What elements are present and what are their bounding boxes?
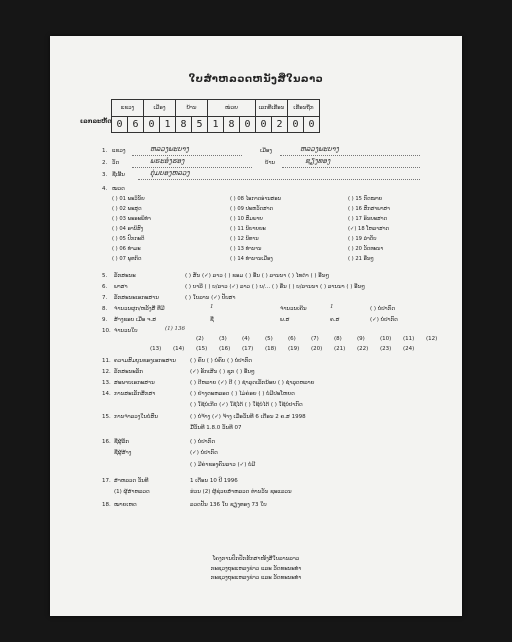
title-label: ຊື່ເອີ້ນ xyxy=(112,172,125,178)
row-mid: ພ.ສ xyxy=(280,317,290,323)
category-option[interactable]: ( ) 13 ທຳນານ xyxy=(230,246,262,252)
district-value: ຫລວງພະບາງ xyxy=(300,145,339,153)
row-number: 7. xyxy=(102,295,108,301)
field-3-number: 3. xyxy=(102,172,108,178)
condition-label: ໝາຍເຫດ xyxy=(114,502,137,508)
province-label: ແຂວງ xyxy=(112,148,126,154)
category-option[interactable]: ( ) 06 ທຳມະ xyxy=(112,246,141,252)
leaf-count-cell: (16) xyxy=(219,346,231,352)
leaf-count-cell: (12) xyxy=(426,336,438,342)
category-option[interactable]: ( ) 09 ປະຫວັດສາດ xyxy=(230,206,274,212)
row-label: ຈຳນວນໃບ xyxy=(114,328,138,334)
condition-label: ລັກສະນະລັກ xyxy=(114,369,143,375)
code-digit: 0 xyxy=(256,117,272,133)
province-value: ຫລວງພະບາງ xyxy=(150,145,189,153)
category-option[interactable]: ( ) 21 ອື່ນໆ xyxy=(348,256,374,262)
condition-number: 14. xyxy=(102,391,111,397)
row-value: (1) 136 xyxy=(165,326,186,332)
leaf-count-cell: (23) xyxy=(380,346,392,352)
code-digit: 8 xyxy=(176,117,192,133)
leaf-count-cell: (9) xyxy=(357,336,365,342)
grid-header-unit: ໜ່ວຍ xyxy=(208,100,256,117)
code-digit: 5 xyxy=(192,117,208,133)
row-label: ຈຳນວນເຄີນ xyxy=(280,306,307,312)
leaf-count-cell: (21) xyxy=(334,346,346,352)
category-option[interactable]: ( ) 11 ນິຍາຍຍະ xyxy=(230,226,266,232)
leaf-count-cell: (4) xyxy=(242,336,250,342)
row-number: 6. xyxy=(102,284,108,290)
condition-options[interactable]: ( ) ຢ່າງຕະຫລອດ ( ) ໄມ່ຄ່ອຍ ( ) ບໍ່ມີປະໂຫຍດ xyxy=(190,391,295,397)
row-options[interactable]: ( ) ສັນ (✓) ລາວ ( ) ຂອມ ( ) ອື່ນ ( ) ລານນາ ( ) ໄທດຳ ( ) ອື່ນໆ xyxy=(185,273,330,279)
condition-label: ຊື່ຜູ້ລຶກ xyxy=(114,439,130,445)
category-option[interactable]: ( ) 17 ອິນຍະສາດ xyxy=(348,216,388,222)
row-number: 9. xyxy=(102,317,108,323)
leaf-count-cell: (14) xyxy=(173,346,185,352)
village-value: ຊຽງທອງ xyxy=(305,157,331,165)
title-value: ຕຸ່ມບອງຫລວງ xyxy=(150,169,190,177)
condition-number: 13. xyxy=(102,380,111,386)
code-digit: 2 xyxy=(272,117,288,133)
temple-label: ວັດ xyxy=(112,160,120,166)
condition-options[interactable]: ລວດປັນ 136 ໃບ ຊຽງທອງ 73 ໃບ xyxy=(190,502,267,508)
condition-options[interactable]: ( ) ດີຫລາຍ (✓) ດີ ( ) ຊຳລຸດເລັກນ້ອຍ ( ) ຊຳລຸດຫລາຍ xyxy=(190,380,315,386)
code-digit: 0 xyxy=(112,117,128,133)
survey-form-sheet xyxy=(50,36,462,616)
temple-value: ພຣະອໍງຮອງ xyxy=(150,157,185,165)
code-grid xyxy=(111,99,320,133)
category-option[interactable]: (✓) 18 ໂຫລາສາດ xyxy=(348,226,390,232)
category-option[interactable]: ( ) 04 ອານິສົງ xyxy=(112,226,144,232)
code-digit: 8 xyxy=(224,117,240,133)
category-option[interactable]: ( ) 10 ສົມພາຍ xyxy=(230,216,263,222)
condition-number: 18. xyxy=(102,502,111,508)
category-option[interactable]: ( ) 05 ປົກກະຕິ xyxy=(112,236,145,242)
row-tail[interactable]: (✓) ບໍ່ປາກົດ xyxy=(370,317,398,323)
condition-options[interactable]: ຮ່ວນ (2) ຜູ້ຊ່ວຍສຳຫລວດ ທ່ານວັນ ຊະແລວນ xyxy=(190,489,292,495)
code-digit: 0 xyxy=(144,117,160,133)
leaf-count-cell: (13) xyxy=(150,346,162,352)
grid-header-house: ເລກທີ່ເຮືອນ xyxy=(256,100,288,117)
condition-label: ການຈຳລວງໃນບໍ່ສົນ xyxy=(114,414,158,420)
category-option[interactable]: ( ) 20 ວັດທະນາ xyxy=(348,246,384,252)
code-digit: 1 xyxy=(160,117,176,133)
grid-header-province: ແຂວງ xyxy=(112,100,144,117)
form-title: ໃບສຳຫລວດຫນັງສືໃນລາວ xyxy=(188,74,324,85)
category-option[interactable]: ( ) 19 ລຳດັບ xyxy=(348,236,377,242)
row-label: ພາສາ xyxy=(114,284,128,290)
field-4-number: 4. xyxy=(102,186,108,192)
footer-line-3: ກະຊວງຖະແຫລງຂ່າວ ແລະ ວັດທະນະທຳ xyxy=(210,575,302,581)
leaf-count-cell: (24) xyxy=(403,346,415,352)
village-label: ບ້ານ xyxy=(265,160,276,166)
category-option[interactable]: ( ) 01 ພະວິນັຍ xyxy=(112,196,145,202)
condition-number: 12. xyxy=(102,369,111,375)
leaf-count-cell: (8) xyxy=(334,336,342,342)
row-number: 5. xyxy=(102,273,108,279)
field-2-number: 2. xyxy=(102,160,108,166)
leaf-count-cell: (2) xyxy=(196,336,204,342)
field-1-number: 1. xyxy=(102,148,108,154)
leaf-count-cell: (18) xyxy=(265,346,277,352)
condition-options[interactable]: ( ) ມີຄ່າຂອງຄົນລາວ (✓) ບໍ່ມີ xyxy=(190,462,256,468)
row-tail[interactable]: ( ) ບໍ່ປາກົດ xyxy=(370,306,395,312)
condition-number: 11. xyxy=(102,358,111,364)
row-label: ລັກສະນະເອກະສານ xyxy=(114,295,159,301)
category-option[interactable]: ( ) 16 ສົກສາພາສາ xyxy=(348,206,390,212)
condition-label: ຄວາມສົມບູນຂອງເອກະສານ xyxy=(114,358,176,364)
category-option[interactable]: ( ) 03 ພະອະພິທຳ xyxy=(112,216,151,222)
leaf-count-cell: (6) xyxy=(288,336,296,342)
condition-label: ການສະເລັກສຶກສາ xyxy=(114,391,156,397)
condition-options[interactable]: ( ) ໃຊ້ບໍ່ເກີດ (✓) ໃຊ້ໄດ້ ( ) ໃຊ້ບໍ່ໄດ້ ( ) ໃຊ້ບໍ່ປາກົດ xyxy=(190,402,303,408)
condition-label: ສະພາບເອກະສານ xyxy=(114,380,155,386)
leaf-count-cell: (5) xyxy=(265,336,273,342)
row-options[interactable]: ( ) ໃບລານ (✓) ປັບສາ xyxy=(185,295,236,301)
category-option[interactable]: ( ) 15 ກົດໝາຍ xyxy=(348,196,383,202)
row-value: 1 xyxy=(330,304,334,310)
leaf-count-cell: (17) xyxy=(242,346,254,352)
condition-options[interactable]: ມື້ວັນທີ 1.8.0 ວັນທີ 07 xyxy=(190,425,242,431)
category-option[interactable]: ( ) 02 ພະສູດ xyxy=(112,206,142,212)
code-digit: 0 xyxy=(288,117,304,133)
leaf-count-cell: (7) xyxy=(311,336,319,342)
leaf-count-cell: (22) xyxy=(357,346,369,352)
code-digit: 6 xyxy=(128,117,144,133)
row-label: ຈຳນວນຜູກ/ຫລັງສື ທີ່ມີ xyxy=(114,306,165,312)
row-label: ສ້າງຂອບ ເມື່ອ ຈ.ສ xyxy=(114,317,157,323)
district-label: ເມືອງ xyxy=(260,148,273,154)
category-option[interactable]: ( ) 07 ພຸທກິດ xyxy=(112,256,142,262)
code-digit: 0 xyxy=(240,117,256,133)
leaf-count-cell: (20) xyxy=(311,346,323,352)
row-number: 10. xyxy=(102,328,111,334)
condition-options[interactable]: 1 ເດືອນ 10 ປີ 1996 xyxy=(190,478,238,484)
condition-options[interactable]: (✓) ອັກເສີນ ( ) ຊຸກ ( ) ອື່ນໆ xyxy=(190,369,255,375)
row-number: 8. xyxy=(102,306,108,312)
condition-options[interactable]: ( ) ຄົບ ( ) ບໍ່ຄົບ ( ) ບໍ່ປາກົດ xyxy=(190,358,252,364)
category-option[interactable]: ( ) 08 ໄອກາດອ່ານສອນ xyxy=(230,196,282,202)
condition-options[interactable]: ( ) ບໍ່ຈ້າງ (✓) ຈ້າງ ເມື່ອວັນທີ 6 ເດືອນ 2 ຄ.ສ 1998 xyxy=(190,414,306,420)
category-option[interactable]: ( ) 14 ທຳນານເມືອງ xyxy=(230,256,273,262)
footer-line-2: ກະຊວງຖະແຫລງຂ່າວ ແລະ ວັດທະນະທຳ xyxy=(210,566,302,572)
category-label: ໝວດ xyxy=(112,186,125,192)
footer-line-1: ໂຄງການປົກປັກຮັກສາໜັງສືໃບລານລາວ xyxy=(212,556,300,562)
condition-options[interactable]: ( ) ບໍ່ປາກົດ xyxy=(190,439,215,445)
condition-number: 17. xyxy=(102,478,111,484)
condition-label: ສຳຫລວດ ວັນທີ xyxy=(114,478,149,484)
row-mid: ຄ.ສ xyxy=(330,317,340,323)
row-label: ລັກສະນະ xyxy=(114,273,136,279)
leaf-count-cell: (11) xyxy=(403,336,415,342)
row-value: 1 xyxy=(210,304,214,310)
category-option[interactable]: ( ) 12 ນິທານ xyxy=(230,236,259,242)
leaf-count-cell: (3) xyxy=(219,336,227,342)
grid-header-village: ບ້ານ xyxy=(176,100,208,117)
leaf-count-cell: (19) xyxy=(288,346,300,352)
leaf-count-cell: (15) xyxy=(196,346,208,352)
condition-number: 15. xyxy=(102,414,111,420)
condition-label: (1) ຜູ້ສຳຫລວດ xyxy=(114,489,150,495)
row-options[interactable]: ( ) ບາລີ ( ) ບ/ລາວ (✓) ລາວ ( ) ບ/... ( ) ອື່ນ ( ) ບ/ລານນາ ( ) ລານນາ ( ) ອື່ນໆ xyxy=(185,284,365,290)
code-label: ເລກລະຫັດ xyxy=(80,118,112,125)
code-digit: 0 xyxy=(304,117,320,133)
row-mid: ຊື່ xyxy=(210,317,214,323)
leaf-count-cell: (10) xyxy=(380,336,392,342)
condition-options[interactable]: (✓) ບໍ່ປາກົດ xyxy=(190,450,218,456)
condition-number: 16. xyxy=(102,439,111,445)
condition-label: ຊື່ຜູ້ສ້າງ xyxy=(114,450,132,456)
grid-header-bundle: ເຮືອນຖືກ xyxy=(288,100,320,117)
code-digit: 1 xyxy=(208,117,224,133)
grid-header-district: ເມືອງ xyxy=(144,100,176,117)
